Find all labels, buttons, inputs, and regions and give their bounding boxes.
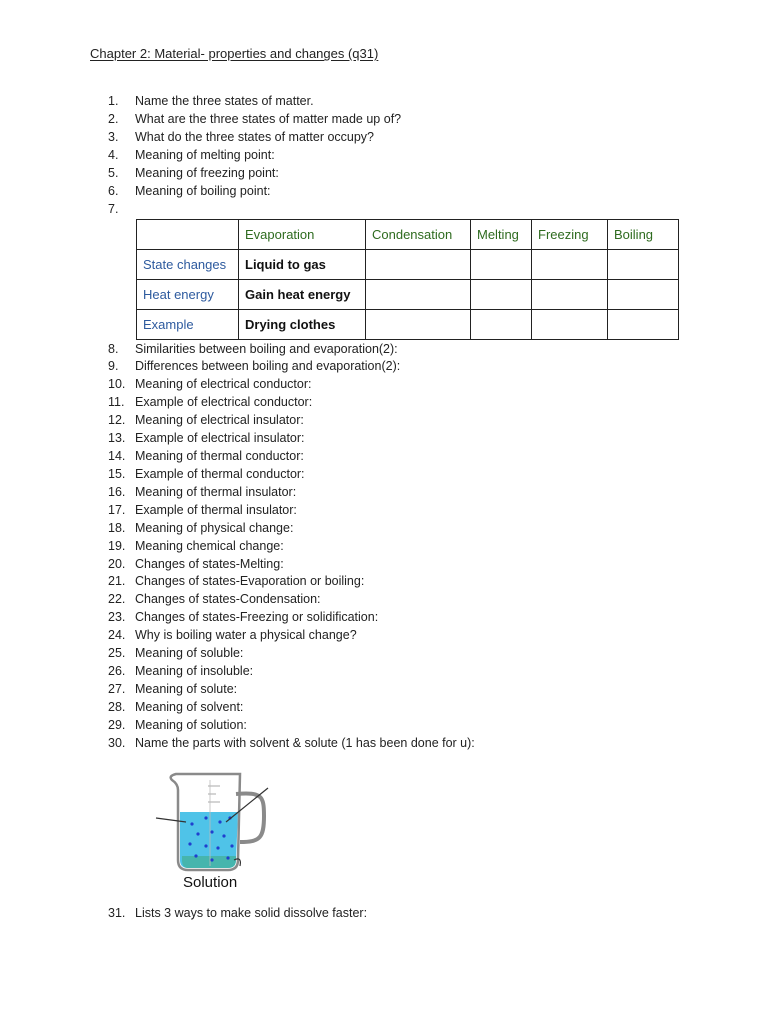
question-item bbox=[108, 590, 321, 608]
empty-cell[interactable] bbox=[471, 250, 532, 280]
question-text: Example of electrical conductor: bbox=[135, 395, 313, 409]
question-number: 1. bbox=[108, 94, 119, 108]
row-label-heat-energy: Heat energy bbox=[137, 280, 239, 310]
question-number: 18. bbox=[108, 521, 126, 535]
question-item bbox=[108, 110, 401, 128]
question-number: 15. bbox=[108, 467, 126, 481]
particle bbox=[226, 856, 229, 859]
question-number: 28. bbox=[108, 700, 126, 714]
table-header-evaporation: Evaporation bbox=[239, 220, 366, 250]
particle bbox=[194, 854, 197, 857]
empty-cell[interactable] bbox=[532, 310, 608, 340]
question-text: Changes of states-Condensation: bbox=[135, 592, 321, 606]
cell-value: Gain heat energy bbox=[239, 280, 366, 310]
particle bbox=[190, 822, 193, 825]
particle bbox=[210, 858, 213, 861]
question-item bbox=[108, 128, 374, 146]
question-item bbox=[108, 340, 398, 358]
question-number: 11. bbox=[108, 395, 125, 409]
question-number: 20. bbox=[108, 557, 126, 571]
question-number: 29. bbox=[108, 718, 126, 732]
particle bbox=[196, 832, 199, 835]
table-header-row bbox=[137, 220, 679, 250]
empty-cell[interactable] bbox=[366, 250, 471, 280]
particle bbox=[230, 844, 233, 847]
question-text: Differences between boiling and evaporation(2): bbox=[135, 359, 401, 373]
question-text: What do the three states of matter occupy? bbox=[135, 130, 375, 144]
empty-cell[interactable] bbox=[366, 280, 471, 310]
question-item bbox=[108, 411, 304, 429]
figure-label-solution: Solution bbox=[183, 874, 238, 891]
question-item bbox=[108, 357, 400, 375]
question-number: 8. bbox=[108, 342, 119, 356]
particle bbox=[218, 820, 221, 823]
question-number: 5. bbox=[108, 166, 119, 180]
question-number: 19. bbox=[108, 539, 126, 553]
beaker-solution-figure bbox=[150, 756, 290, 896]
question-item bbox=[108, 182, 271, 200]
question-item bbox=[108, 393, 312, 411]
question-item bbox=[108, 716, 247, 734]
question-item bbox=[108, 680, 237, 698]
question-text: Name the three states of matter. bbox=[135, 94, 314, 108]
question-text: Example of thermal conductor: bbox=[135, 467, 305, 481]
question-item bbox=[108, 572, 364, 590]
question-number: 22. bbox=[108, 592, 126, 606]
question-text: Meaning of electrical conductor: bbox=[135, 377, 312, 391]
question-number: 30. bbox=[108, 736, 126, 750]
question-text: Example of electrical insulator: bbox=[135, 431, 305, 445]
question-text: Changes of states-Evaporation or boiling: bbox=[135, 574, 365, 588]
particle bbox=[204, 844, 207, 847]
question-text: Meaning of insoluble: bbox=[135, 664, 254, 678]
question-number: 2. bbox=[108, 112, 119, 126]
question-item bbox=[108, 519, 293, 537]
question-text: Meaning of melting point: bbox=[135, 148, 275, 162]
question-number: 9. bbox=[108, 359, 119, 373]
table-header-empty bbox=[137, 220, 239, 250]
question-number: 4. bbox=[108, 148, 119, 162]
question-text: Meaning of thermal conductor: bbox=[135, 449, 304, 463]
question-text: Meaning of soluble: bbox=[135, 646, 244, 660]
cell-value: Drying clothes bbox=[239, 310, 366, 340]
question-text: Changes of states-Freezing or solidification: bbox=[135, 610, 379, 624]
question-text: Name the parts with solvent & solute (1 has been done for u): bbox=[135, 736, 475, 750]
question-item bbox=[108, 644, 243, 662]
question-item bbox=[108, 200, 135, 218]
question-number: 16. bbox=[108, 485, 126, 499]
question-number: 27. bbox=[108, 682, 126, 696]
question-number: 31. bbox=[108, 906, 126, 920]
question-number: 23. bbox=[108, 610, 126, 624]
table-header-melting: Melting bbox=[471, 220, 532, 250]
particle bbox=[204, 816, 207, 819]
empty-cell[interactable] bbox=[532, 280, 608, 310]
question-number: 14. bbox=[108, 449, 126, 463]
question-text: Similarities between boiling and evaporation(2): bbox=[135, 342, 398, 356]
empty-cell[interactable] bbox=[366, 310, 471, 340]
table-row bbox=[137, 250, 679, 280]
question-item bbox=[108, 164, 279, 182]
question-item bbox=[108, 698, 243, 716]
question-item bbox=[108, 626, 357, 644]
question-text: Meaning of solution: bbox=[135, 718, 247, 732]
question-item bbox=[108, 734, 475, 752]
question-number: 12. bbox=[108, 413, 126, 427]
empty-cell[interactable] bbox=[471, 310, 532, 340]
particle bbox=[210, 830, 213, 833]
question-number: 3. bbox=[108, 130, 119, 144]
table-header-condensation: Condensation bbox=[366, 220, 471, 250]
question-item bbox=[108, 555, 284, 573]
question-text: Meaning of thermal insulator: bbox=[135, 485, 297, 499]
particle bbox=[188, 842, 191, 845]
question-item bbox=[108, 904, 367, 922]
question-item bbox=[108, 92, 314, 110]
question-text: Meaning of solute: bbox=[135, 682, 238, 696]
question-number: 24. bbox=[108, 628, 126, 642]
question-text: Example of thermal insulator: bbox=[135, 503, 297, 517]
question-number: 25. bbox=[108, 646, 126, 660]
question-text: Lists 3 ways to make solid dissolve faster: bbox=[135, 906, 368, 920]
question-text: What are the three states of matter made up of? bbox=[135, 112, 402, 126]
empty-cell[interactable] bbox=[471, 280, 532, 310]
empty-cell[interactable] bbox=[608, 310, 679, 340]
question-text: Meaning of boiling point: bbox=[135, 184, 271, 198]
question-text: Changes of states-Melting: bbox=[135, 557, 284, 571]
question-item bbox=[108, 537, 284, 555]
question-number: 17. bbox=[108, 503, 126, 517]
cell-value: Liquid to gas bbox=[239, 250, 366, 280]
question-text: Meaning of electrical insulator: bbox=[135, 413, 304, 427]
table-header-freezing: Freezing bbox=[532, 220, 608, 250]
question-item bbox=[108, 662, 253, 680]
question-text: Meaning chemical change: bbox=[135, 539, 284, 553]
table-row bbox=[137, 280, 679, 310]
question-number: 10. bbox=[108, 377, 126, 391]
question-item bbox=[108, 483, 296, 501]
row-label-state-changes: State changes bbox=[137, 250, 239, 280]
question-item bbox=[108, 375, 311, 393]
question-number: 26. bbox=[108, 664, 126, 678]
empty-cell[interactable] bbox=[532, 250, 608, 280]
table-row bbox=[137, 310, 679, 340]
question-item bbox=[108, 465, 305, 483]
empty-cell[interactable] bbox=[608, 250, 679, 280]
question-number: 7. bbox=[108, 202, 119, 216]
particle bbox=[222, 834, 225, 837]
question-item bbox=[108, 447, 304, 465]
question-number: 6. bbox=[108, 184, 119, 198]
question-text: Meaning of freezing point: bbox=[135, 166, 279, 180]
empty-cell[interactable] bbox=[608, 280, 679, 310]
table-header-boiling: Boiling bbox=[608, 220, 679, 250]
row-label-example: Example bbox=[137, 310, 239, 340]
question-text: Why is boiling water a physical change? bbox=[135, 628, 357, 642]
page-title: Chapter 2: Material- properties and changes (q31) bbox=[90, 46, 379, 61]
particle bbox=[216, 846, 219, 849]
question-text: Meaning of solvent: bbox=[135, 700, 244, 714]
question-item bbox=[108, 146, 275, 164]
question-number: 21. bbox=[108, 574, 126, 588]
question-number: 13. bbox=[108, 431, 126, 445]
question-item bbox=[108, 608, 378, 626]
state-changes-table bbox=[136, 219, 679, 340]
question-item bbox=[108, 429, 305, 447]
question-item bbox=[108, 501, 297, 519]
question-text: Meaning of physical change: bbox=[135, 521, 294, 535]
